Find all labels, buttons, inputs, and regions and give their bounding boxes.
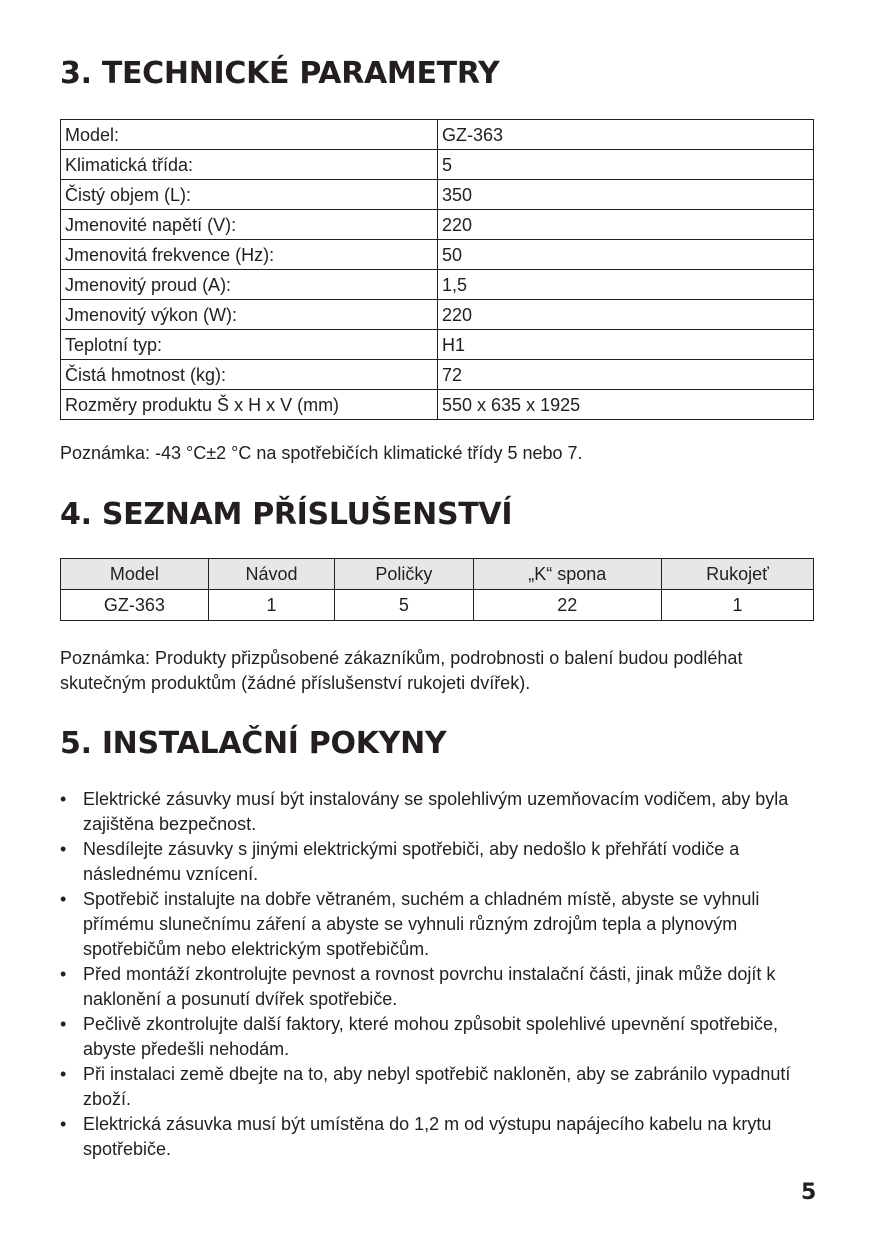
table-cell: 22 xyxy=(473,590,661,621)
list-item-text: Elektrické zásuvky musí být instalovány se spolehlivým uzemňovacím vodičem, aby byla zajištěna bezpečnost. xyxy=(83,789,789,834)
list-item xyxy=(60,837,820,887)
list-item-text: Při instalaci země dbejte na to, aby nebyl spotřebič nakloněn, aby se zabránilo vypadnutí zboží. xyxy=(83,1064,791,1109)
table-row xyxy=(61,330,814,360)
param-label: Jmenovitá frekvence (Hz): xyxy=(61,240,438,270)
table-cell: 1 xyxy=(661,590,813,621)
table-row xyxy=(61,270,814,300)
param-value: 350 xyxy=(438,180,814,210)
list-item xyxy=(60,887,820,962)
param-label: Jmenovitý proud (A): xyxy=(61,270,438,300)
table-row xyxy=(61,360,814,390)
table-row xyxy=(61,390,814,420)
param-value: GZ-363 xyxy=(438,120,814,150)
column-header: Rukojeť xyxy=(661,559,813,590)
list-item-text: Před montáží zkontrolujte pevnost a rovnost povrchu instalační části, jinak může dojít k naklonění a posunutí dvířek spotřebiče. xyxy=(83,964,776,1009)
param-label: Klimatická třída: xyxy=(61,150,438,180)
table-row xyxy=(61,180,814,210)
list-item xyxy=(60,1062,820,1112)
param-value: 220 xyxy=(438,300,814,330)
temperature-note: Poznámka: -43 °C±2 °C na spotřebičích klimatické třídy 5 nebo 7. xyxy=(60,443,583,463)
section-title-installation: 5. INSTALAČNÍ POKYNY xyxy=(60,726,447,761)
list-item xyxy=(60,1112,820,1162)
bullet-icon: • xyxy=(60,1014,67,1034)
section-title-accessories: 4. SEZNAM PŘÍSLUŠENSTVÍ xyxy=(60,497,513,532)
param-value: 72 xyxy=(438,360,814,390)
column-header: Návod xyxy=(208,559,334,590)
bullet-icon: • xyxy=(60,839,67,859)
bullet-icon: • xyxy=(60,964,67,984)
param-value: 550 x 635 x 1925 xyxy=(438,390,814,420)
param-label: Jmenovitý výkon (W): xyxy=(61,300,438,330)
list-item-text: Pečlivě zkontrolujte další faktory, které mohou způsobit spolehlivé upevnění spotřebiče, abyste předešli nehodám. xyxy=(83,1014,779,1059)
param-value: 5 xyxy=(438,150,814,180)
param-label: Rozměry produktu Š x H x V (mm) xyxy=(61,390,438,420)
param-label: Model: xyxy=(61,120,438,150)
param-label: Jmenovité napětí (V): xyxy=(61,210,438,240)
list-item-text: Elektrická zásuvka musí být umístěna do 1,2 m od výstupu napájecího kabelu na krytu spotřebiče. xyxy=(83,1114,772,1159)
table-header-row xyxy=(61,559,814,590)
table-row xyxy=(61,120,814,150)
technical-parameters-table xyxy=(60,119,814,420)
list-item-text: Nesdílejte zásuvky s jinými elektrickými spotřebiči, aby nedošlo k přehřátí vodiče a následnému vznícení. xyxy=(83,839,740,884)
section-title-technical-parameters: 3. TECHNICKÉ PARAMETRY xyxy=(60,56,500,91)
list-item xyxy=(60,1012,820,1062)
table-cell: GZ-363 xyxy=(61,590,209,621)
bullet-icon: • xyxy=(60,789,67,809)
param-value: H1 xyxy=(438,330,814,360)
page-number: 5 xyxy=(801,1180,817,1205)
param-value: 220 xyxy=(438,210,814,240)
bullet-icon: • xyxy=(60,1064,67,1084)
list-item xyxy=(60,962,820,1012)
installation-instructions-list xyxy=(60,787,820,1162)
param-label: Čistá hmotnost (kg): xyxy=(61,360,438,390)
accessories-note: Poznámka: Produkty přizpůsobené zákazníkům, podrobnosti o balení budou podléhat skutečným produktům (žádné příslušenství rukojeti dvířek). xyxy=(60,648,743,693)
param-label: Čistý objem (L): xyxy=(61,180,438,210)
table-cell: 5 xyxy=(335,590,473,621)
list-item xyxy=(60,787,820,837)
accessories-table xyxy=(60,558,814,621)
table-row xyxy=(61,240,814,270)
bullet-icon: • xyxy=(60,1114,67,1134)
param-value: 50 xyxy=(438,240,814,270)
param-value: 1,5 xyxy=(438,270,814,300)
param-label: Teplotní typ: xyxy=(61,330,438,360)
column-header: „K“ spona xyxy=(473,559,661,590)
table-cell: 1 xyxy=(208,590,334,621)
column-header: Poličky xyxy=(335,559,473,590)
list-item-text: Spotřebič instalujte na dobře větraném, suchém a chladném místě, abyste se vyhnuli přímému slunečnímu záření a abyste se vyhnuli různým zdrojům tepla a plynovým spotřebičům nebo elektrickým spotřebičům. xyxy=(83,889,760,959)
column-header: Model xyxy=(61,559,209,590)
table-row xyxy=(61,300,814,330)
table-row xyxy=(61,590,814,621)
table-row xyxy=(61,150,814,180)
bullet-icon: • xyxy=(60,889,67,909)
table-row xyxy=(61,210,814,240)
